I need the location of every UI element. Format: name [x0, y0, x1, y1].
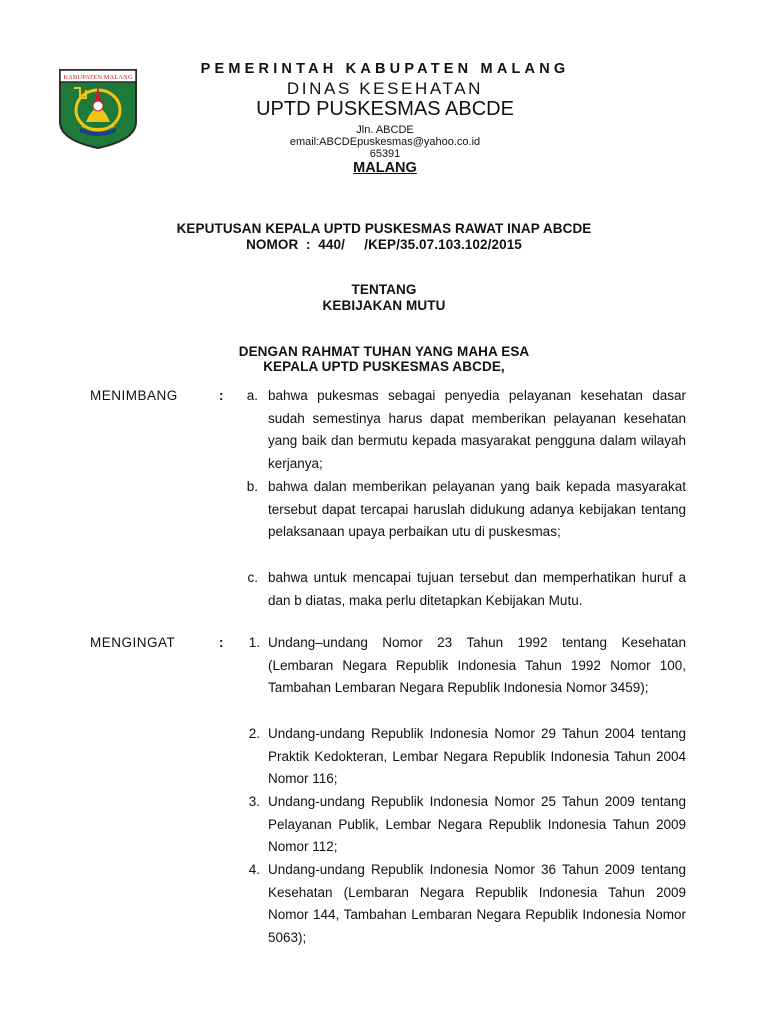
mengingat-item-2: Undang-undang Republik Indonesia Nomor 29 Tahun 2004 tentang Praktik Kedokteran, Lembar Negara Republik Indonesia Tahun 2004 Nomor 116; [268, 726, 686, 787]
menimbang-item-c: bahwa untuk mencapai tujuan tersebut dan memperhatikan huruf a dan b diatas, maka perlu ditetapkan Kebijakan Mutu. [268, 570, 686, 608]
letterhead-address: Jln. ABCDE [356, 124, 414, 136]
mengingat-marker-4: 4. [248, 862, 260, 877]
about-subject: KEBIJAKAN MUTU [322, 298, 446, 313]
decree-title: KEPUTUSAN KEPALA UPTD PUSKESMAS RAWAT INAP ABCDE [176, 221, 592, 236]
menimbang-marker-a: a. [246, 388, 258, 403]
mengingat-item-4: Undang-undang Republik Indonesia Nomor 36 Tahun 2009 tentang Kesehatan (Lembaran Negara Republik Indonesia Tahun 2009 Nomor 144, Tambahan Lembaran Negara Republik Indonesia Nomor 5063); [268, 862, 686, 946]
invocation: DENGAN RAHMAT TUHAN YANG MAHA ESA [238, 344, 530, 359]
mengingat-marker-2: 2. [248, 726, 260, 741]
menimbang-marker-c: c. [247, 570, 258, 585]
mengingat-label: MENGINGAT [90, 635, 176, 650]
letterhead-unit: UPTD PUSKESMAS ABCDE [256, 98, 514, 120]
letterhead-agency: DINAS KESEHATAN [286, 79, 484, 98]
mengingat-item-3: Undang-undang Republik Indonesia Nomor 25 Tahun 2009 tentang Pelayanan Publik, Lembar Negara Republik Indonesia Tahun 2009 Nomor 112; [268, 794, 686, 855]
letterhead-city: MALANG [353, 160, 417, 176]
menimbang-item-a: bahwa pukesmas sebagai penyedia pelayanan kesehatan dasar sudah semestinya harus dapat memberikan pelayanan kesehatan yang baik dan bermutu kepada masyarakat pengguna dalam wilayah kerjanya; [268, 388, 686, 472]
letterhead-postal-code: 65391 [369, 148, 401, 160]
mengingat-item-1: Undang–undang Nomor 23 Tahun 1992 tentang Kesehatan (Lembaran Negara Republik Indonesia Tahun 1992 Nomor 100, Tambahan Lembaran Negara Republik Indonesia Nomor 3459); [268, 635, 686, 696]
mengingat-marker-3: 3. [248, 794, 260, 809]
letterhead-email: email:ABCDEpuskesmas@yahoo.co.id [289, 136, 481, 148]
menimbang-colon: : [219, 388, 224, 403]
letterhead-government: PEMERINTAH KABUPATEN MALANG [200, 61, 570, 77]
mengingat-marker-1: 1. [248, 635, 260, 650]
mengingat-colon: : [219, 635, 224, 650]
issuer: KEPALA UPTD PUSKESMAS ABCDE, [263, 359, 505, 374]
emblem-text: KABUPATEN MALANG [63, 74, 133, 81]
menimbang-item-b: bahwa dalan memberikan pelayanan yang baik kepada masyarakat tersebut dapat tercapai haruslah didukung adanya kebijakan tentang pelaksanaan upaya perbaikan utu di puskesmas; [268, 479, 686, 540]
about-label: TENTANG [351, 282, 417, 297]
menimbang-marker-b: b. [246, 479, 258, 494]
decree-number: NOMOR : 440/ /KEP/35.07.103.102/2015 [246, 237, 522, 252]
kabupaten-malang-emblem [56, 64, 140, 150]
menimbang-label: MENIMBANG [90, 388, 178, 403]
